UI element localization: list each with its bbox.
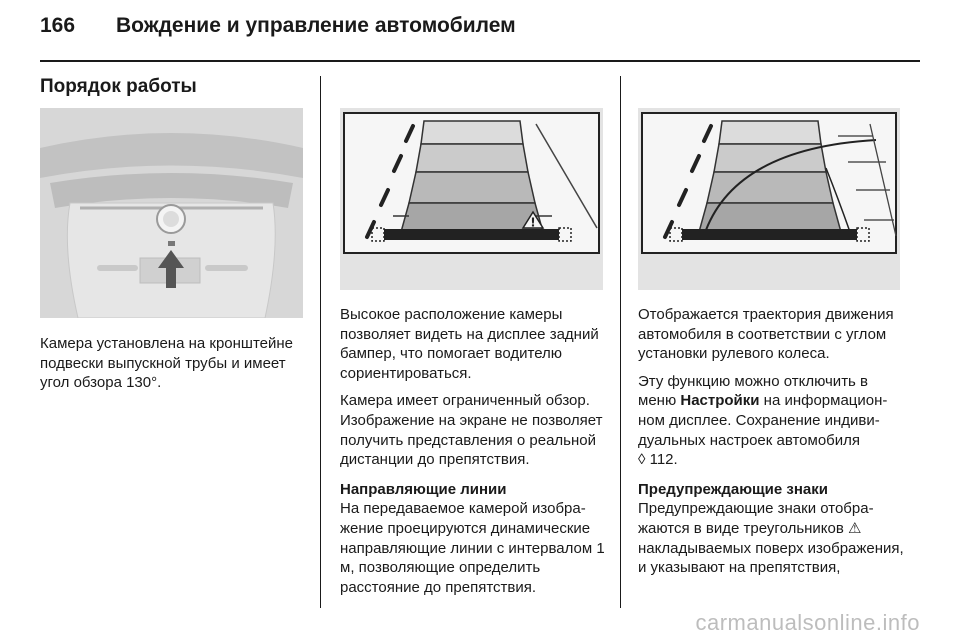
menu-settings-label: Настройки <box>680 392 760 410</box>
paragraph-trajectory: Отображается траектория движения автомобиля в соответствии с углом установки рулевого колеса. <box>638 306 894 363</box>
section-title: Порядок работы <box>40 76 197 97</box>
page-reference: 112. <box>645 451 678 469</box>
column-1-text <box>40 334 308 401</box>
camera-location-figure <box>40 108 303 318</box>
paragraph-disable-function: Эту функцию можно отключить в меню Настройки на информационном дисплее. Сохранение индивидуальных настроек автомобиля ◊ 112. <box>638 372 888 469</box>
column-divider-2 <box>620 76 621 608</box>
paragraph-camera-position: Высокое расположение камеры позволяет видеть на дисплее задний бампер, что помогает водителю сориентироваться. <box>340 306 599 382</box>
chapter-title: Вождение и управление автомобилем <box>116 14 516 37</box>
heading-guide-lines: Направляющие линии <box>340 480 507 498</box>
watermark: carmanualsonline.info <box>695 610 920 635</box>
paragraph-limited-view: Камера имеет ограниченный обзор. Изображение на экране не позволяет получить представления о реальной дистанции до препятствия. <box>340 392 603 469</box>
heading-warning-signs: Предупреждающие знаки <box>638 480 828 498</box>
page-header <box>40 14 516 38</box>
warning-triangle-icon: ⚠ <box>848 519 862 537</box>
header-rule <box>40 60 920 62</box>
guide-lines-display-figure <box>340 108 603 290</box>
trajectory-display-figure <box>638 108 900 290</box>
paragraph-warning-signs: Предупреждающие знаки отображаются в виде треугольников ⚠ накладываемых поверх изображения, и указывают на препятствия, <box>638 500 904 577</box>
svg-text:!: ! <box>530 215 536 230</box>
column-divider-1 <box>320 76 321 608</box>
paragraph-guide-lines: На передаваемое камерой изображение проецируются динамические направляющие линии с интервалом 1 м, позволяющие определить расстояние до препятствия. <box>340 500 605 596</box>
column-2-text <box>340 305 606 605</box>
page-reference-icon: ◊ <box>638 451 646 469</box>
page-number: 166 <box>40 14 76 37</box>
camera-caption: Камера установлена на кронштейне подвески выпускной трубы и имеет угол обзора 130°. <box>40 335 294 392</box>
column-3-text <box>638 305 904 586</box>
